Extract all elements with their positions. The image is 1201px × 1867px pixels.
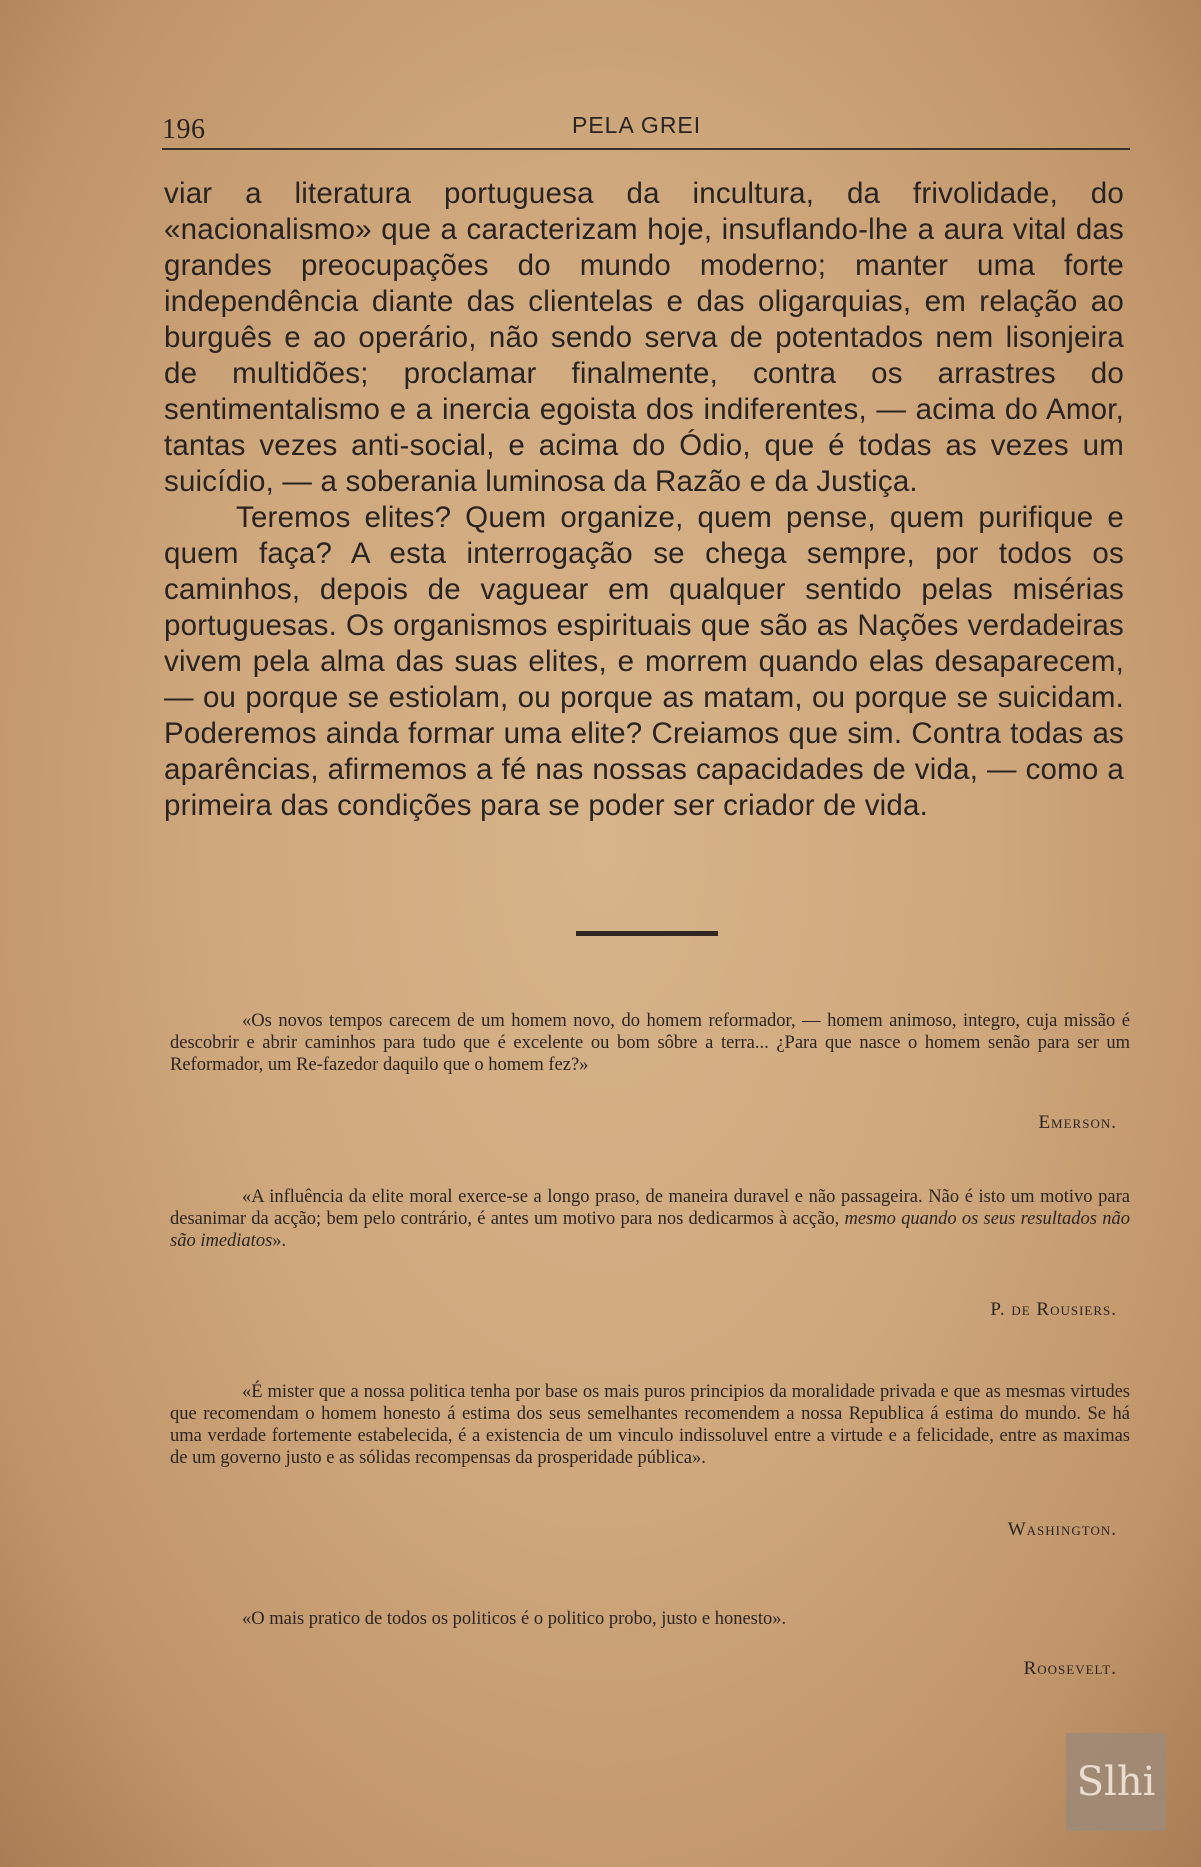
body-paragraph-2: Teremos elites? Quem organize, quem pense, quem purifique e quem faça? A esta interrogação se chega sempre, por todos os caminhos, depois de vaguear em qualquer sentido pelas misérias portuguesas. Os organismos espirituais que são as Nações verdadeiras vivem pela alma das suas elites, e morrem quando elas desaparecem, — ou porque se estiolam, ou porque as matam, ou porque se suicidam. Poderemos ainda formar uma elite? Creiamos que sim. Contra todas as aparências, afirmemos a fé nas nossas capacidades de vida, — como a primeira das condições para se poder ser criador de vida. — [164, 501, 1124, 822]
quote-author: Emerson. — [1038, 1112, 1117, 1133]
quote-text-end: ». — [272, 1231, 287, 1251]
section-separator — [576, 931, 718, 936]
body-paragraph-1: viar a literatura portuguesa da incultura, da frivolidade, do «nacionalismo» que a caracterizam hoje, insuflando-lhe a aura vital das grandes preocupações do mundo moderno; manter uma forte independência diante das clientelas e das oligarquias, em relação ao burguês e ao operário, não sendo serva de potentados nem lisonjeira de multidões; proclamar finalmente, contra os arrastres do sentimentalismo e a inercia egoista dos indiferentes, — acima do Amor, tantas vezes anti-social, e acima do Ódio, que é todas as vezes um suicídio, — a soberania luminosa da Razão e da Justiça. — [164, 177, 1124, 498]
running-title: PELA GREI — [572, 112, 702, 138]
quote-text-plain: «A influência da elite moral exerce-se a longo praso, de maneira duravel e não passageira. Não é isto um motivo para desanimar da acção; bem pelo contrário, é antes um motivo para nos dedicarmos à acção, — [170, 1187, 1130, 1229]
quote-author: P. de Rousiers. — [990, 1299, 1117, 1320]
quote-washington — [170, 1381, 1130, 1469]
quote-emerson — [170, 1010, 1130, 1076]
page-number: 196 — [162, 114, 206, 145]
quote-roosevelt — [170, 1608, 1130, 1630]
quote-rousiers — [170, 1186, 1130, 1252]
main-text — [164, 176, 1124, 824]
quote-text — [170, 1186, 1130, 1252]
page-header — [162, 108, 1130, 150]
quote-text: «É mister que a nossa politica tenha por base os mais puros principios da moralidade privada e que as mesmas virtudes que recomendam o homem honesto á estima dos seus semelhantes recomendem a nossa Republica á estima do mundo. Se há uma verdade fortemente estabelecida, é a existencia de um vinculo indissoluvel entre a virtude e a felicidade, entre as maximas de um governo justo e as sólidas recompensas da prosperidade pública». — [170, 1382, 1130, 1468]
library-watermark-logo: Slhi — [1066, 1733, 1166, 1831]
quote-text-italic: mesmo quando os seus resultados não são imediatos — [170, 1209, 1130, 1251]
quote-author: Washington. — [1007, 1519, 1117, 1540]
quote-author: Roosevelt. — [1023, 1658, 1117, 1679]
quote-text: «Os novos tempos carecem de um homem novo, do homem reformador, — homem animoso, integro, cuja missão é descobrir e abrir caminhos para tudo que é excelente ou bom sôbre a terra... ¿Para que nasce o homem senão para ser um Reformador, um Re-fazedor daquilo que o homem fez?» — [170, 1011, 1130, 1075]
quote-text: «O mais pratico de todos os politicos é o politico probo, justo e honesto». — [242, 1609, 787, 1629]
